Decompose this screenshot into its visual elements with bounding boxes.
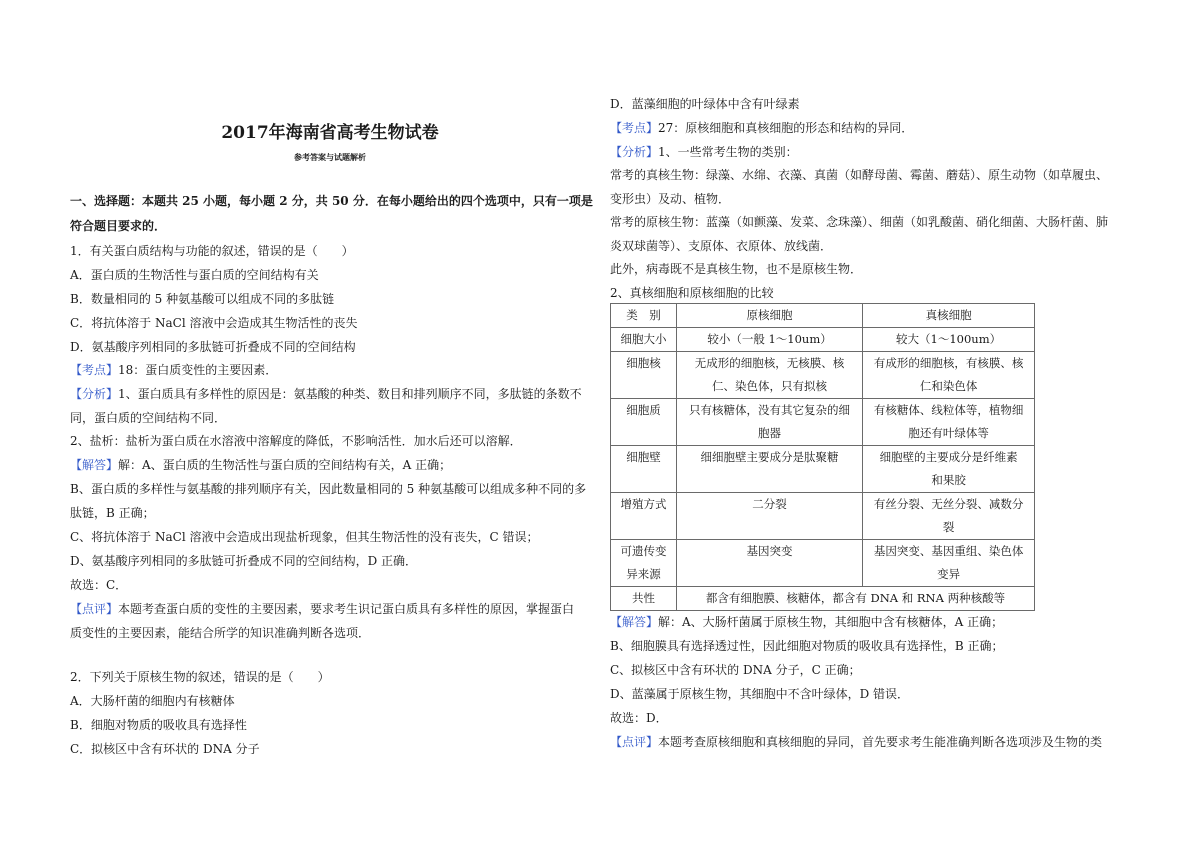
text-line [610, 144, 798, 160]
table-cell: 细胞核 [611, 352, 677, 399]
table-cell: 细胞壁的主要成分是纤维素 和果胶 [863, 446, 1035, 493]
line-text: 18：蛋白质变性的主要因素． [118, 363, 278, 377]
text-line [610, 238, 832, 254]
text-line [70, 243, 354, 259]
line-text: 解：A、大肠杆菌属于原核生物，其细胞中含有核糖体，A 正确； [658, 615, 1004, 629]
line-text: D．蓝藻细胞的叶绿体中含有叶绿素 [610, 97, 800, 111]
section-tag: 【点评】 [610, 735, 659, 749]
text-line [70, 267, 319, 283]
line-text: D．氨基酸序列相同的多肽链可折叠成不同的空间结构 [70, 340, 356, 354]
text-line [70, 315, 358, 331]
table-cell: 真核细胞 [863, 304, 1035, 328]
text-line [610, 734, 1102, 750]
line-text: 常考的真核生物：绿藻、水绵、衣藻、真菌（如酵母菌、霉菌、蘑菇）、原生动物（如草履虫、 [610, 168, 1109, 182]
text-line [610, 214, 1108, 230]
table-cell: 只有核糖体，没有其它复杂的细 胞器 [676, 399, 862, 446]
table-cell: 基因突变 [676, 540, 862, 587]
line-text: B、细胞膜具有选择透过性，因此细胞对物质的吸收具有选择性，B 正确； [610, 639, 1004, 653]
line-text: B、蛋白质的多样性与氨基酸的排列顺序有关，因此数量相同的 5 种氨基酸可以组成多种不同的多 [70, 482, 587, 496]
table-cell: 细胞质 [611, 399, 677, 446]
table-row [611, 328, 1035, 352]
text-line [70, 193, 593, 209]
text-line [610, 686, 909, 702]
table-row [611, 446, 1035, 493]
text-line [610, 167, 1108, 183]
section-tag: 【点评】 [70, 602, 119, 616]
text-line [610, 638, 1003, 654]
line-text: 故选：C． [70, 578, 128, 592]
text-line [70, 362, 277, 378]
text-line [70, 693, 235, 709]
text-line [70, 218, 166, 234]
table-cell: 增殖方式 [611, 493, 677, 540]
table-row [611, 493, 1035, 540]
section-tag: 【解答】 [610, 615, 659, 629]
text-line [610, 191, 730, 207]
line-text: 常考的原核生物：蓝藻（如颤藻、发菜、念珠藻）、细菌（如乳酸菌、硝化细菌、大肠杆菌、肺 [610, 215, 1109, 229]
text-line [610, 614, 1003, 630]
text-line [70, 553, 417, 569]
text-line [70, 625, 370, 641]
line-text: D、蓝藻属于原核生物，其细胞中不含叶绿体，D 错误． [610, 687, 910, 701]
text-line [70, 433, 522, 449]
line-text: A．大肠杆菌的细胞内有核糖体 [70, 694, 235, 708]
table-cell: 无成形的细胞核，无核膜、核 仁、染色体，只有拟核 [676, 352, 862, 399]
line-text: A．蛋白质的生物活性与蛋白质的空间结构有关 [70, 268, 319, 282]
text-line [70, 717, 247, 733]
line-text: 本题考查原核细胞和真核细胞的异同，首先要求考生能准确判断各选项涉及生物的类 [658, 735, 1103, 749]
text-line [70, 669, 330, 685]
line-text: C、拟核区中含有环状的 DNA 分子，C 正确； [610, 663, 861, 677]
line-text: 质变性的主要因素，能结合所学的知识准确判断各选项． [70, 626, 371, 640]
text-line [610, 285, 774, 301]
comparison-table [610, 303, 1035, 611]
line-text: 1、一些常考生物的类别： [658, 145, 798, 159]
text-line [70, 529, 538, 545]
table-cell: 有成形的细胞核，有核膜、核 仁和染色体 [863, 352, 1035, 399]
section-tag: 【分析】 [610, 145, 659, 159]
line-text: 本题考查蛋白质的变性的主要因素，要求考生识记蛋白质具有多样性的原因，掌握蛋白 [118, 602, 575, 616]
text-line [70, 291, 334, 307]
table-cell: 基因突变、基因重组、染色体 变异 [863, 540, 1035, 587]
section-tag: 【分析】 [70, 387, 119, 401]
section-tag: 【考点】 [70, 363, 119, 377]
line-text: 变形虫）及动、植物． [610, 192, 731, 206]
table-cell: 较大（1～100um） [863, 328, 1035, 352]
line-text: 炎双球菌等）、支原体、衣原体、放线菌． [610, 239, 833, 253]
section-tag: 【解答】 [70, 458, 119, 472]
text-line [70, 339, 356, 355]
line-text: 一、选择题：本题共 25 小题，每小题 2 分，共 50 分．在每小题给出的四个选项中，只有一项是 [70, 194, 593, 208]
table-cell: 二分裂 [676, 493, 862, 540]
line-text: 27：原核细胞和真核细胞的形态和结构的异同． [658, 121, 914, 135]
line-text: 故选：D． [610, 711, 668, 725]
table-cell: 原核细胞 [676, 304, 862, 328]
table-cell: 可遗传变 异来源 [611, 540, 677, 587]
text-line [70, 410, 226, 426]
line-text: 此外，病毒既不是真核生物，也不是原核生物． [610, 262, 863, 276]
line-text: 符合题目要求的． [70, 219, 167, 233]
line-text: 同，蛋白质的空间结构不同． [70, 411, 227, 425]
text-line [70, 601, 574, 617]
text-line [610, 96, 800, 112]
text-line [70, 457, 451, 473]
text-line [70, 386, 582, 402]
page-title: 2017年海南省高考生物试卷 [221, 123, 439, 143]
text-line [70, 505, 155, 521]
line-text: C、将抗体溶于 NaCl 溶液中会造成出现盐析现象，但其生物活性的没有丧失，C 错误； [70, 530, 539, 544]
page-subtitle: 参考答案与试题解析 [294, 152, 366, 162]
table-row [611, 399, 1035, 446]
line-text: C．将抗体溶于 NaCl 溶液中会造成其生物活性的丧失 [70, 316, 358, 330]
line-text: D、氨基酸序列相同的多肽链可折叠成不同的空间结构，D 正确． [70, 554, 418, 568]
table-cell: 较小（一般 1～10um） [676, 328, 862, 352]
table-cell: 都含有细胞膜、核糖体，都含有 DNA 和 RNA 两种核酸等 [676, 587, 1034, 611]
text-line [70, 481, 586, 497]
table-cell: 共性 [611, 587, 677, 611]
line-text: B．数量相同的 5 种氨基酸可以组成不同的多肽链 [70, 292, 335, 306]
text-line [70, 741, 260, 757]
table-cell: 类 别 [611, 304, 677, 328]
text-line [610, 662, 861, 678]
table-cell: 有丝分裂、无丝分裂、减数分 裂 [863, 493, 1035, 540]
table-cell: 有核糖体、线粒体等，植物细 胞还有叶绿体等 [863, 399, 1035, 446]
table-header-row [611, 304, 1035, 328]
text-line [70, 577, 127, 593]
line-text: 2．下列关于原核生物的叙述，错误的是（ ） [70, 670, 330, 684]
section-tag: 【考点】 [610, 121, 659, 135]
line-text: 2、盐析：盐析为蛋白质在水溶液中溶解度的降低，不影响活性．加水后还可以溶解． [70, 434, 522, 448]
line-text: 2、真核细胞和原核细胞的比较 [610, 286, 774, 300]
text-line [610, 261, 862, 277]
line-text: 1、蛋白质具有多样性的原因是：氨基酸的种类、数目和排列顺序不同，多肽链的条数不 [118, 387, 582, 401]
text-line [610, 710, 668, 726]
line-text: 肽链，B 正确； [70, 506, 155, 520]
table-row [611, 540, 1035, 587]
text-line [610, 120, 913, 136]
table-row [611, 352, 1035, 399]
table-cell: 细胞大小 [611, 328, 677, 352]
table-footer-row [611, 587, 1035, 611]
line-text: 1．有关蛋白质结构与功能的叙述，错误的是（ ） [70, 244, 354, 258]
table-cell: 细细胞壁主要成分是肽聚糖 [676, 446, 862, 493]
line-text: C．拟核区中含有环状的 DNA 分子 [70, 742, 260, 756]
line-text: B．细胞对物质的吸收具有选择性 [70, 718, 247, 732]
table-cell: 细胞壁 [611, 446, 677, 493]
line-text: 解：A、蛋白质的生物活性与蛋白质的空间结构有关，A 正确； [118, 458, 452, 472]
